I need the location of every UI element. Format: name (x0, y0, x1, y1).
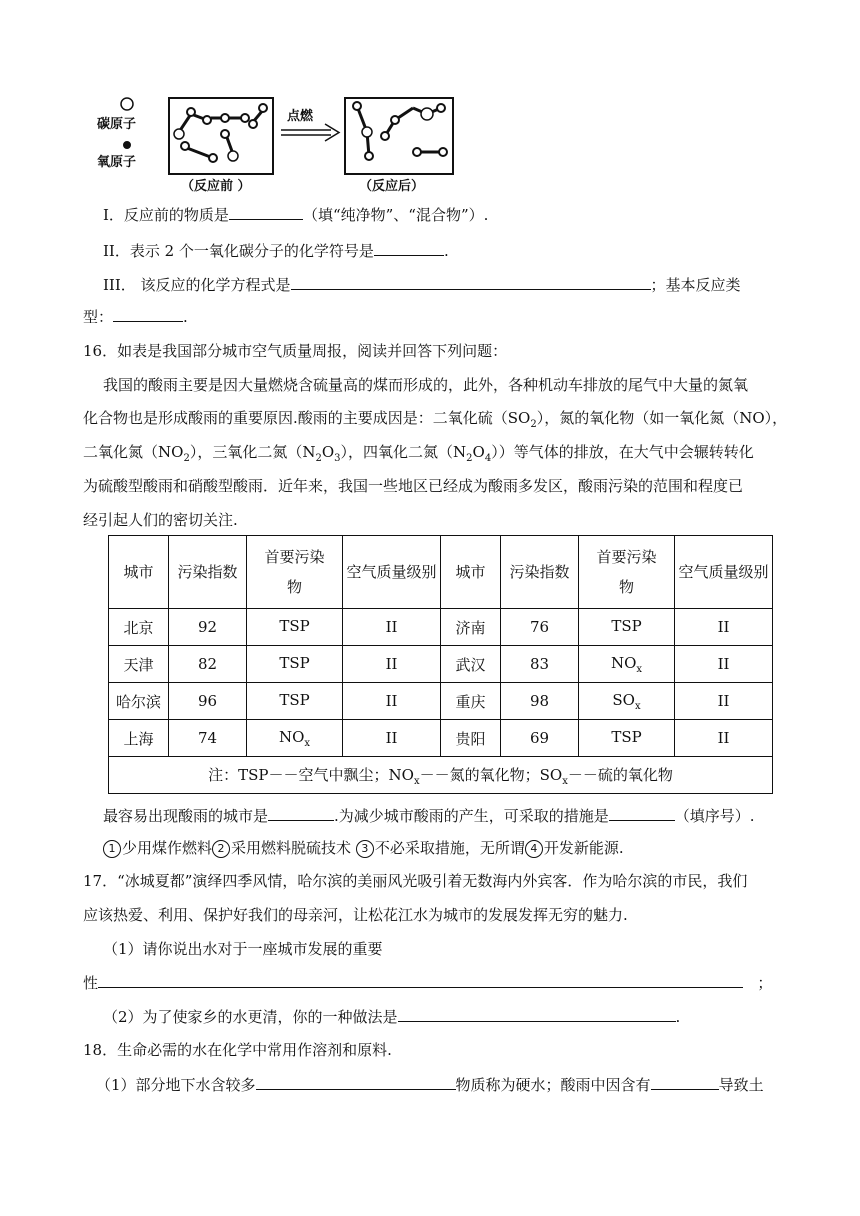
before-caption: （反应前 ） (181, 179, 251, 194)
q17-sub1-cont: 性 ； (83, 971, 772, 994)
option-number: 1 (103, 840, 121, 858)
q15-item-iii-cont: 型： . (83, 305, 188, 328)
answer-blank[interactable] (229, 203, 303, 220)
header-city: 城市 (441, 536, 501, 609)
q16-paragraph-line: 为硫酸型酸雨和硝酸型酸雨．近年来，我国一些地区已经成为酸雨多发区，酸雨污染的范围和程度已 (83, 477, 744, 495)
option-number: 2 (212, 840, 230, 858)
header-index: 污染指数 (501, 536, 579, 609)
answer-blank[interactable] (651, 1073, 719, 1090)
q16-title: 16．如表是我国部分城市空气质量周报，阅读并回答下列问题： (83, 342, 508, 360)
table-note: 注：TSP－－空气中飘尘；$NO_x--$氮的氧化物；$SO_x--$硫的氧化物 (109, 757, 773, 794)
answer-blank[interactable] (113, 305, 183, 322)
q15-item-ii: II．表示 2 个一氧化碳分子的化学符号是 . (103, 239, 449, 262)
table-row: 天津 82 TSP II 武汉 83 $NO_x$ II (109, 646, 773, 683)
q15-item-i: I．反应前的物质是 （填“纯净物”、“混合物”）. (103, 203, 488, 226)
answer-blank[interactable] (374, 239, 444, 256)
q16-options: 1 少用煤作燃料 2 采用燃料脱硫技术 3 不必采取措施，无所谓 4 开发新能源. (103, 837, 624, 859)
option-number: 4 (525, 840, 543, 858)
option-number: 3 (356, 840, 374, 858)
answer-blank[interactable] (256, 1073, 456, 1090)
q16-paragraph-line: 二氧化氮$(NO_2)$，三氧化二氮$(N_2O_3)$，四氧化二氮$(N_2O_4)$）等气体的排放，在大气中会辗转转化 (83, 443, 754, 464)
q17-sub1: （1）请你说出水对于一座城市发展的重要 (103, 940, 383, 958)
reaction-diagram (95, 92, 475, 196)
header-level: 空气质量级别 (343, 536, 441, 609)
q17-sub2: （2）为了使家乡的水更清，你的一种做法是 . (103, 1005, 680, 1028)
header-index: 污染指数 (169, 536, 247, 609)
answer-blank[interactable] (398, 1005, 676, 1022)
q15-item-iii: III． 该反应的化学方程式是 ；基本反应类 (103, 273, 741, 296)
oxygen-label: 氧原子 (97, 155, 137, 170)
q16-paragraph-line: 我国的酸雨主要是因大量燃烧含硫量高的煤而形成的，此外，各种机动车排放的尾气中大量的氮氧 (103, 376, 749, 394)
header-pollutant: 首要污染物 (247, 536, 343, 609)
answer-blank[interactable] (609, 804, 675, 821)
arrow-label: 点燃 (287, 109, 314, 124)
oxygen-atom-legend (124, 142, 131, 149)
answer-blank[interactable] (291, 273, 651, 290)
q17-line: 应该热爱、利用、保护好我们的母亲河，让松花江水为城市的发展发挥无穷的魅力. (83, 906, 628, 924)
answer-blank[interactable] (268, 804, 334, 821)
carbon-label: 碳原子 (97, 117, 137, 132)
q17-line: 17．“冰城夏都”演绎四季风情，哈尔滨的美丽风光吸引着无数海内外宾客．作为哈尔滨的市民，我们 (83, 872, 748, 890)
table-row: 上海 74 $NO_x$ II 贵阳 69 TSP II (109, 720, 773, 757)
q16-paragraph-line: 经引起人们的密切关注. (83, 511, 238, 529)
q16-paragraph-line: 化合物也是形成酸雨的重要原因.酸雨的主要成因是：二氧化硫$(SO_2)$，氮的氧化物（如一氧化氮（NO）， (83, 409, 788, 430)
carbon-atom-legend (121, 98, 133, 110)
header-pollutant: 首要污染物 (579, 536, 675, 609)
after-caption: （反应后） (359, 179, 425, 194)
q18-line: 18．生命必需的水在化学中常用作溶剂和原料. (83, 1041, 392, 1059)
table-row: 北京 92 TSP II 济南 76 TSP II (109, 609, 773, 646)
table-header-row (109, 536, 773, 609)
answer-blank[interactable] (98, 971, 743, 988)
header-level: 空气质量级别 (675, 536, 773, 609)
q16-question: 最容易出现酸雨的城市是 .为减少城市酸雨的产生，可采取的措施是 （填序号）. (103, 804, 755, 827)
air-quality-table (108, 535, 773, 794)
header-city: 城市 (109, 536, 169, 609)
table-row: 哈尔滨 96 TSP II 重庆 98 $SO_x$ II (109, 683, 773, 720)
q18-sub1: （1）部分地下水含较多 物质称为硬水；酸雨中因含有 导致土 (96, 1073, 764, 1096)
table-note-row (109, 757, 773, 794)
